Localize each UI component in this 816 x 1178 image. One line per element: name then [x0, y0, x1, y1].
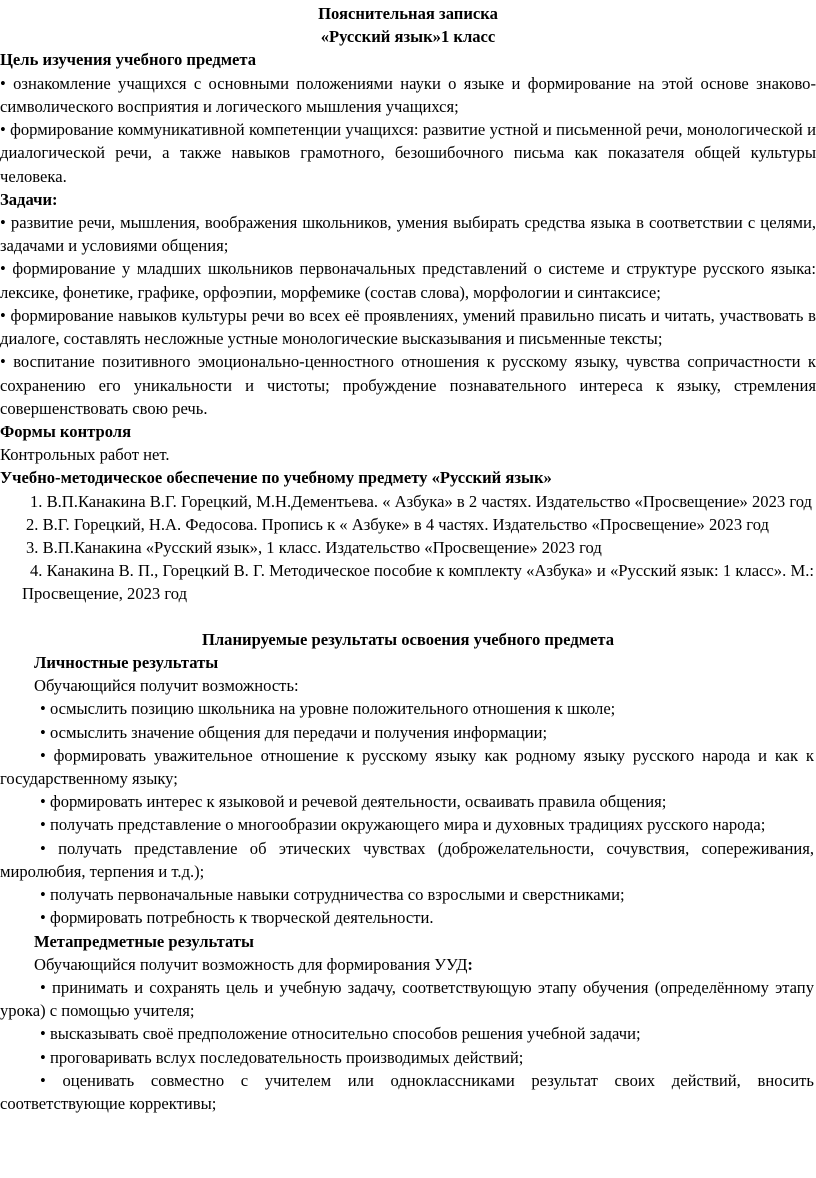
goal-item: • формирование коммуникативной компетенции учащихся: развитие устной и письменной речи, монологической и диалогической речи, а также навыков грамотного, безошибочного письма как показателя общей культуры человека.: [0, 120, 816, 186]
document-title: Пояснительная записка: [318, 4, 498, 23]
material-item: 2. В.Г. Горецкий, Н.А. Федосова. Пропись к « Азбуке» в 4 частях. Издательство «Просвещение» 2023 год: [26, 514, 769, 534]
personal-result-item: • получать представление об этических чувствах (доброжелательности, сочувствия, сопереживания, миролюбия, терпения и т.д.);: [0, 838, 814, 881]
personal-results-heading: Личностные результаты: [34, 652, 219, 672]
materials-heading: Учебно-методическое обеспечение по учебному предмету «Русский язык»: [0, 468, 552, 488]
personal-result-item: • получать первоначальные навыки сотрудничества со взрослыми и сверстниками;: [40, 885, 625, 905]
personal-results-intro: Обучающийся получит возможность:: [34, 676, 299, 696]
personal-result-item: • осмыслить позицию школьника на уровне положительного отношения к школе;: [40, 699, 616, 719]
meta-results-heading: Метапредметные результаты: [34, 931, 254, 951]
task-item: • развитие речи, мышления, воображения школьников, умения выбирать средства языка в соответствии с целями, задачами и условиями общения;: [0, 212, 816, 256]
goals-heading: Цель изучения учебного предмета: [0, 50, 257, 70]
personal-result-item: • формировать потребность к творческой деятельности.: [40, 908, 434, 928]
personal-result-item: • формировать уважительное отношение к русскому языку как родному языку русского народа и как к государственному языку;: [0, 745, 814, 788]
personal-result-item: • формировать интерес к языковой и речевой деятельности, осваивать правила общения;: [40, 792, 667, 812]
material-item: 4. Канакина В. П., Горецкий В. Г. Методическое пособие к комплекту «Азбука» и «Русский язык: 1 класс». М.: Просвещение, 2023 год: [22, 561, 814, 604]
personal-result-item: • получать представление о многообразии окружающего мира и духовных традициях русского народа;: [40, 815, 766, 835]
task-item: • формирование у младших школьников первоначальных представлений о системе и структуре русского языка: лексике, фонетике, графике, орфоэпии, морфемике (состав слова), морфологии и синтаксисе;: [0, 259, 816, 302]
tasks-heading: Задачи:: [0, 189, 58, 209]
results-heading: Планируемые результаты освоения учебного предмета: [201, 629, 615, 649]
document-subtitle: «Русский язык»1 класс: [320, 27, 496, 47]
meta-result-item: • проговаривать вслух последовательность производимых действий;: [40, 1047, 524, 1067]
control-heading: Формы контроля: [0, 421, 132, 441]
task-item: • воспитание позитивного эмоционально-ценностного отношения к русскому языку, чувства сопричастности к сохранению его уникальности и чистоты; пробуждение познавательного интереса к языку, стремления совершенствовать свою речь.: [0, 352, 816, 418]
personal-result-item: • осмыслить значение общения для передачи и получения информации;: [40, 722, 548, 742]
material-item: 1. В.П.Канакина В.Г. Горецкий, М.Н.Дементьева. « Азбука» в 2 частях. Издательство «Просвещение» 2023 год: [30, 491, 812, 511]
meta-result-item: • оценивать совместно с учителем или одноклассниками результат своих действий, вносить соответствующие коррективы;: [0, 1070, 814, 1114]
section-spacer: [0, 606, 816, 628]
task-item: • формирование навыков культуры речи во всех её проявлениях, умений правильно писать и читать, участвовать в диалоге, составлять несложные устные монологические высказывания и письменные тексты;: [0, 305, 816, 349]
meta-intro-text: Обучающийся получит возможность для формирования УУД: [34, 954, 468, 974]
meta-result-item: • высказывать своё предположение относительно способов решения учебной задачи;: [40, 1024, 641, 1044]
meta-results-intro: [0, 953, 816, 976]
goal-item: • ознакомление учащихся с основными положениями науки о языке и формирование на этой основе знаково-символического восприятия и логического мышления учащихся;: [0, 73, 816, 116]
material-item: 3. В.П.Канакина «Русский язык», 1 класс. Издательство «Просвещение» 2023 год: [26, 538, 602, 558]
meta-result-item: • принимать и сохранять цель и учебную задачу, соответствующую этапу обучения (определённому этапу урока) с помощью учителя;: [0, 977, 814, 1021]
control-text: Контрольных работ нет.: [0, 445, 170, 465]
meta-intro-colon: :: [467, 954, 473, 974]
